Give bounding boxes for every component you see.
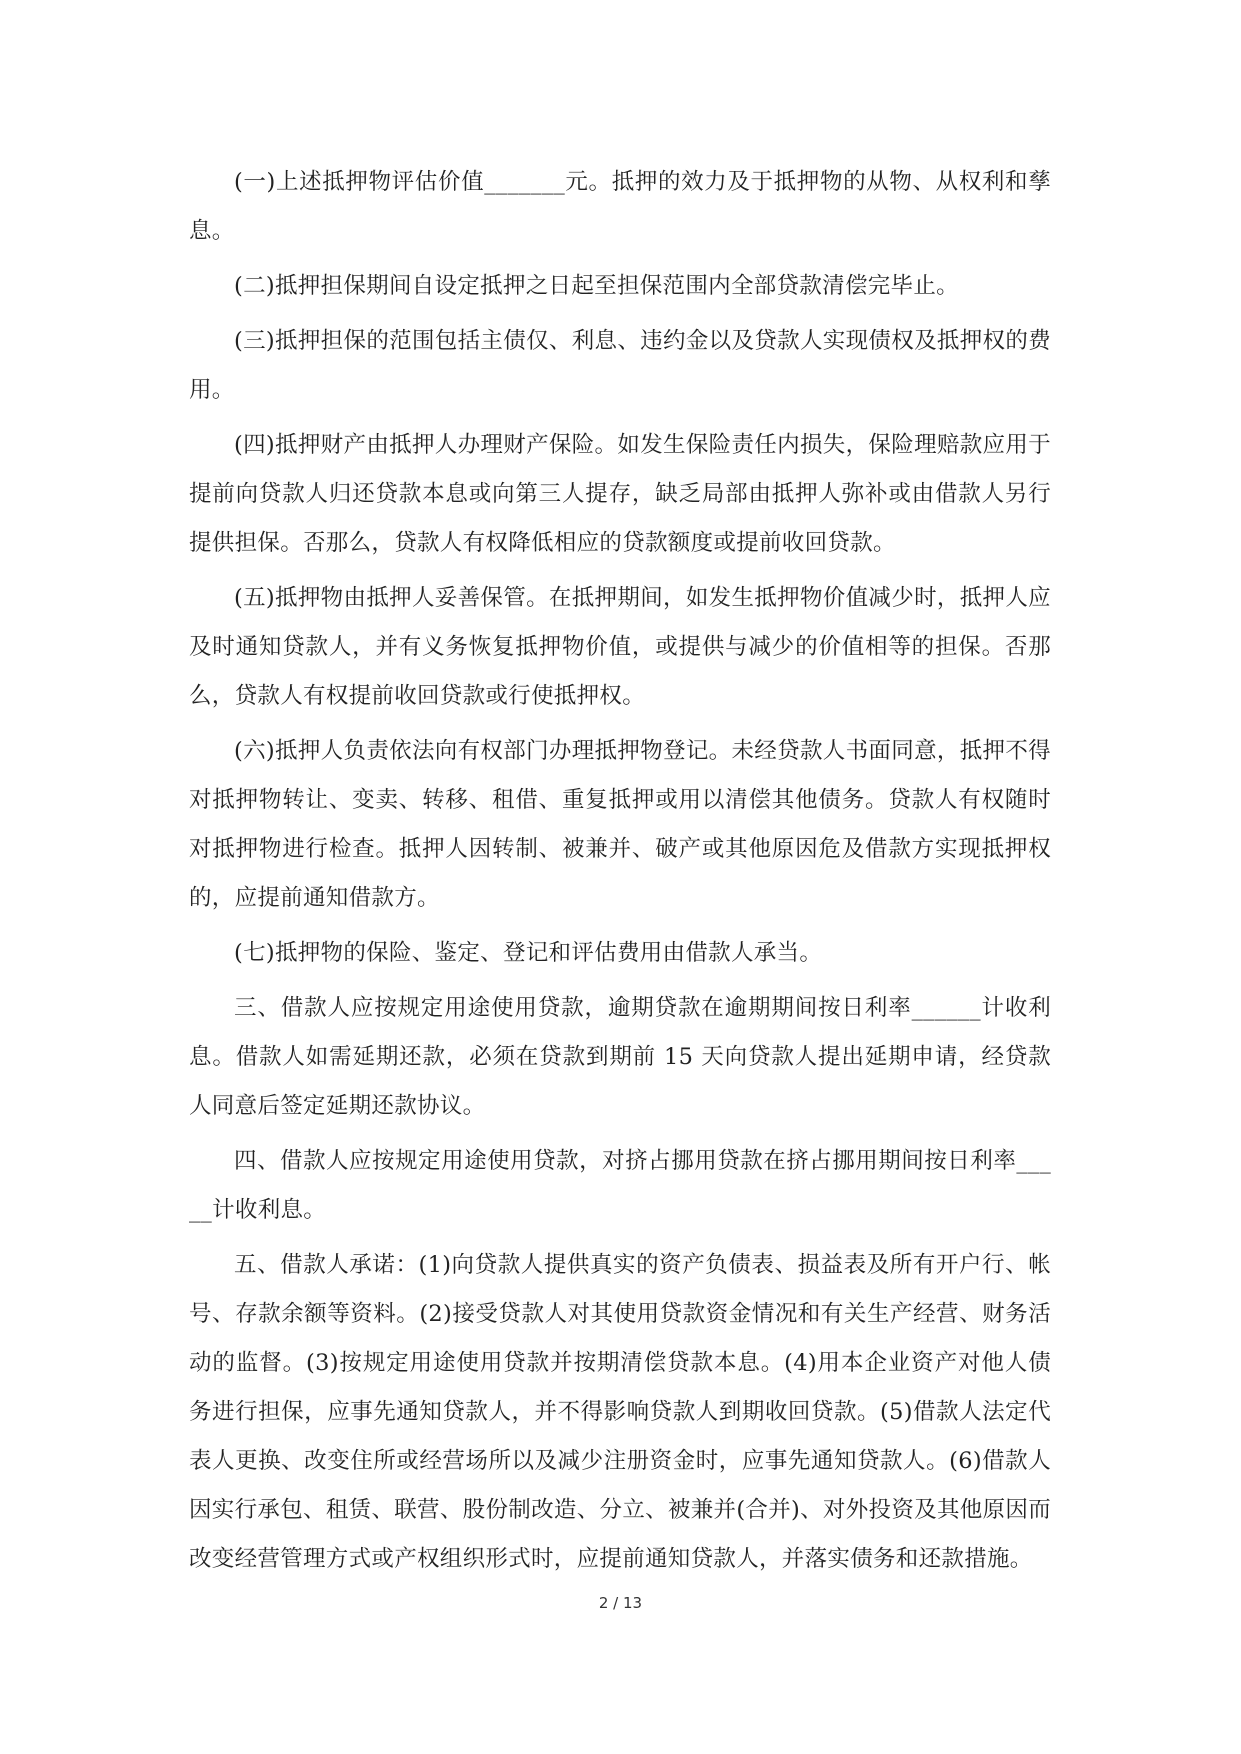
paragraph-guarantee-period: (二)抵押担保期间自设定抵押之日起至担保范围内全部贷款清偿完毕止。	[234, 273, 959, 299]
page-number: 2 / 13	[598, 1594, 643, 1612]
document-body	[189, 158, 1051, 1590]
paragraph-overdue-interest: 三、借款人应按规定用途使用贷款，逾期贷款在逾期期间按日利率______计收利息。借款人如需延期还款，必须在贷款到期前 15 天向贷款人提出延期申请，经贷款人同意后签定延期还款协议。	[189, 995, 1051, 1119]
paragraph-property-insurance: (四)抵押财产由抵押人办理财产保险。如发生保险责任内损失，保险理赔款应用于提前向贷款人归还贷款本息或向第三人提存，缺乏局部由抵押人弥补或由借款人另行提供担保。否那么，贷款人有权降低相应的贷款额度或提前收回贷款。	[189, 432, 1051, 556]
paragraph-misuse-interest: 四、借款人应按规定用途使用贷款，对挤占挪用贷款在挤占挪用期间按日利率_____计收利息。	[189, 1148, 1051, 1223]
paragraph-mortgage-value: (一)上述抵押物评估价值_______元。抵押的效力及于抵押物的从物、从权利和孳息。	[189, 169, 1051, 244]
paragraph-fees: (七)抵押物的保险、鉴定、登记和评估费用由借款人承当。	[234, 940, 823, 966]
paragraph-registration: (六)抵押人负责依法向有权部门办理抵押物登记。未经贷款人书面同意，抵押不得对抵押物转让、变卖、转移、租借、重复抵押或用以清偿其他债务。贷款人有权随时对抵押物进行检查。抵押人因转制、被兼并、破产或其他原因危及借款方实现抵押权的，应提前通知借款方。	[189, 738, 1051, 911]
paragraph-custody: (五)抵押物由抵押人妥善保管。在抵押期间，如发生抵押物价值减少时，抵押人应及时通知贷款人，并有义务恢复抵押物价值，或提供与减少的价值相等的担保。否那么，贷款人有权提前收回贷款或行使抵押权。	[189, 585, 1051, 709]
paragraph-guarantee-scope: (三)抵押担保的范围包括主债仅、利息、违约金以及贷款人实现债权及抵押权的费用。	[189, 328, 1051, 403]
paragraph-borrower-commitments: 五、借款人承诺：(1)向贷款人提供真实的资产负债表、损益表及所有开户行、帐号、存款余额等资料。(2)接受贷款人对其使用贷款资金情况和有关生产经营、财务活动的监督。(3)按规定用途使用贷款并按期清偿贷款本息。(4)用本企业资产对他人债务进行担保，应事先通知贷款人，并不得影响贷款人到期收回贷款。(5)借款人法定代表人更换、改变住所或经营场所以及减少注册资金时，应事先通知贷款人。(6)借款人因实行承包、租赁、联营、股份制改造、分立、被兼并(合并)、对外投资及其他原因而改变经营管理方式或产权组织形式时，应提前通知贷款人，并落实债务和还款措施。	[189, 1252, 1051, 1572]
